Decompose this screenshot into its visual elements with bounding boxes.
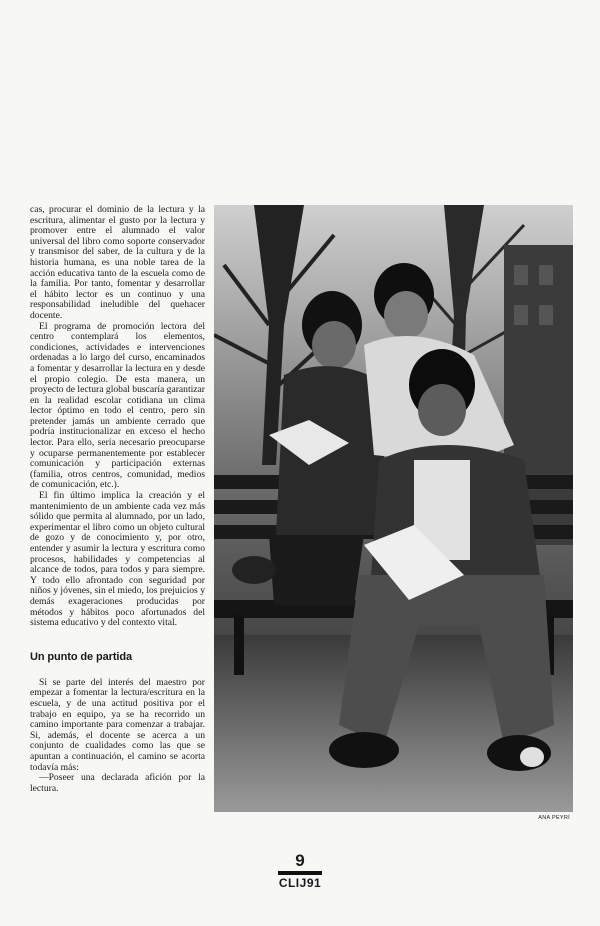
journal-name: CLIJ91	[278, 876, 322, 890]
article-paragraph-2: El programa de promoción lectora del centro contemplará los elementos, condiciones, actividades e intervenciones ordenadas a lo largo del curso, encaminados a fomentar y desarrollar la lectura en y desde el propio colegio. De esta manera, un proyecto de lectura global buscaría garantizar en la realidad escolar cotidiana un clima lector óptimo en todo el centro, pero sin pretender jamás un ambiente cerrado que podría institucionalizar en exceso el hecho lector. Para ello, sería necesario preocuparse y ocuparse permanentemente por establecer comunicación y participación externas (familia, otros centros, comunidad, medios de comunicación, etc.).	[30, 320, 205, 491]
photo-children-reading-on-bench	[214, 205, 573, 812]
list-item: —Poseer una declarada afición por la lectura.	[30, 772, 205, 794]
page-number: 9	[295, 851, 305, 870]
page-number-bar	[278, 871, 322, 875]
photo-illustration	[214, 205, 573, 812]
section-paragraph: Si se parte del interés del maestro por empezar a fomentar la lectura/escritura en la escuela, y de una actitud positiva por el trabajo en equipo, ya se ha recorrido un camino importante para comenzar a trabajar. Si, además, el docente se acerca a un conjunto de cualidades como las que se apuntan a continuación, el camino se acorta todavía más:	[30, 676, 205, 773]
section-heading: Un punto de partida	[30, 650, 132, 663]
article-paragraph-3: El fin último implica la creación y el mantenimiento de un ambiente cada vez más sólido que permita al alumnado, por un lado, experimentar el libro como un objeto cultural de gozo y de conocimiento y, por otro, entender y asumir la lectura y escritura como procesos, habilidades y competencias al alcance de todos, para todos y para siempre. Y todo ello afrontado con seguridad por niños y jóvenes, sin el miedo, los prejuicios y demás exageraciones producidas por métodos y hábitos poco afortunados del sistema educativo y del contexto vital.	[30, 490, 205, 629]
photo-credit: ANA PEYRÍ	[538, 815, 570, 821]
article-paragraph-1: cas, procurar el dominio de la lectura y la escritura, alimentar el gusto por la lectura y promover entre el alumnado el valor universal del libro como soporte conservador y transmisor del saber, de la cultura y de la historia humana, es una noble tarea de la acción educativa tanto de la escuela como de la familia. Por tanto, fomentar y desarrollar el hábito lector es un continuo y una responsabilidad ineludible del quehacer docente.	[30, 204, 205, 321]
article-column	[30, 205, 205, 794]
